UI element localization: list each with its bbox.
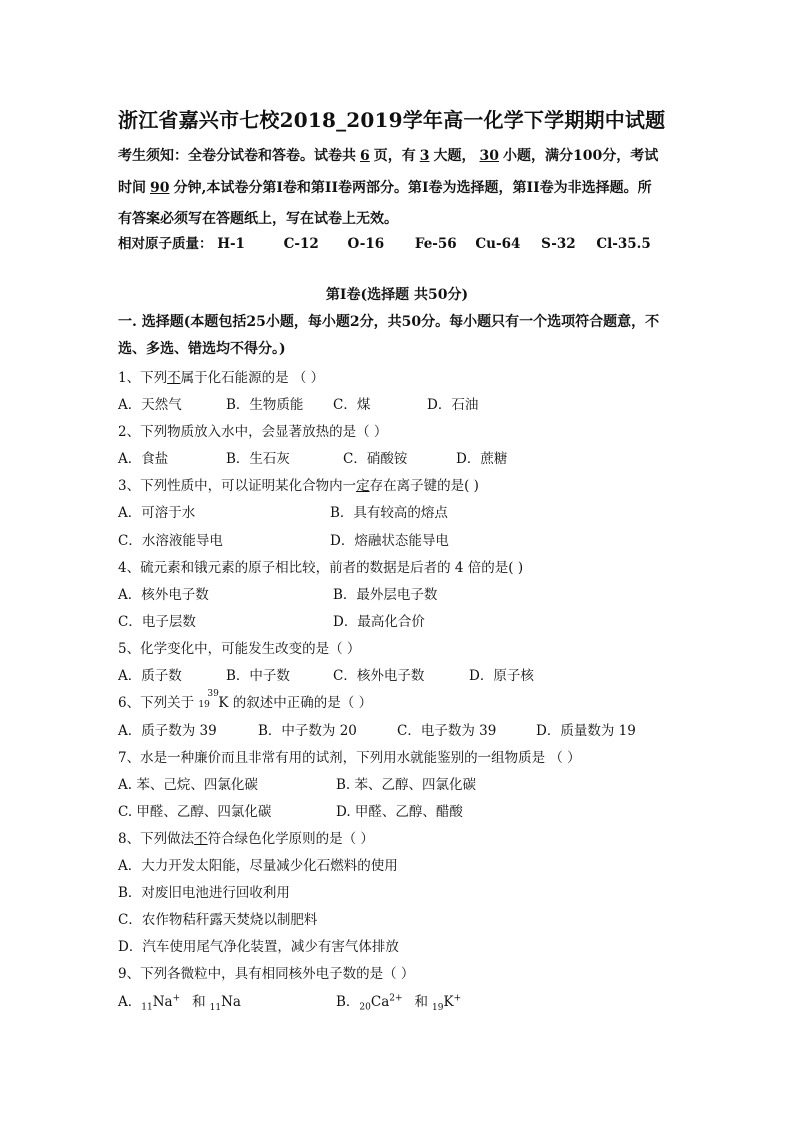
- atomic-mass-label: 相对原子质量：: [118, 236, 213, 252]
- question-7: 7、水是一种廉价而且非常有用的试剂，下列用水就能鉴别的一组物质是 （ ）: [118, 750, 581, 766]
- atomic-mass-item: Fe-56: [414, 236, 457, 252]
- q1-option-a: A．天然气: [118, 397, 182, 413]
- question-9: 9、下列各微粒中，具有相同核外电子数的是（ ）: [118, 966, 415, 982]
- q3-option-d: D．熔融状态能导电: [330, 533, 449, 549]
- question-text: 属于化石能源的是 （ ）: [180, 370, 325, 386]
- q5-option-b: B．中子数: [226, 668, 290, 684]
- atomic-mass-item: Cl-35.5: [596, 236, 651, 252]
- q8-option-b: B．对废旧电池进行回收利用: [118, 885, 290, 901]
- q7-option-a: A. 苯、己烷、四氯化碳: [118, 777, 258, 793]
- q2-option-d: D．蔗糖: [456, 451, 508, 467]
- question-5: 5、化学变化中，可能发生改变的是（ ）: [118, 641, 361, 657]
- instruction-line-2: 选、多选、错选均不得分。): [118, 341, 286, 357]
- q7-option-c: C. 甲醛、乙醇、四氯化碳: [118, 804, 272, 820]
- emphasis-text: 不: [167, 370, 181, 386]
- element-symbol: K: [218, 695, 229, 711]
- notice-line-1: [118, 145, 698, 165]
- atomic-mass-item: H-1: [217, 236, 245, 252]
- atomic-mass-item: O-16: [347, 236, 385, 252]
- emphasis-text: 定: [356, 478, 370, 494]
- question-8: [118, 827, 374, 847]
- q4-option-c: C．电子层数: [118, 614, 196, 630]
- exam-minutes: 90: [150, 180, 170, 196]
- question-text: 8、下列做法: [118, 831, 195, 847]
- atomic-number: 19: [432, 1002, 444, 1013]
- element-symbol: Ca: [370, 994, 390, 1010]
- q7-option-b: B. 苯、乙醇、四氯化碳: [336, 777, 477, 793]
- section-title: 第I卷(选择题 共50分): [325, 287, 469, 303]
- instruction-line-1: 一. 选择题(本题包括25小题，每小题2分，共50分。每小题只有一个选项符合题意，不: [118, 314, 660, 330]
- q6-option-a: A．质子数为 39: [118, 723, 217, 739]
- atomic-mass-item: Cu-64: [475, 236, 521, 252]
- q4-option-b: B．最外层电子数: [333, 587, 438, 603]
- q8-option-a: A．大力开发太阳能，尽量减少化石燃料的使用: [118, 858, 398, 874]
- q9-option-b: [336, 990, 461, 1013]
- q3-option-a: A．可溶于水: [118, 505, 196, 521]
- q1-option-c: C．煤: [333, 397, 371, 413]
- notice-line-3: 有答案必须写在答题纸上，写在试卷上无效。: [118, 211, 398, 227]
- emphasis-text: 不: [194, 831, 208, 847]
- page-count: 6: [360, 148, 370, 164]
- q7-option-d: D. 甲醛、乙醇、醋酸: [336, 804, 463, 820]
- question-text: 存在离子键的是( ): [369, 478, 479, 494]
- element-symbol: Na: [221, 994, 241, 1010]
- question-text: 符合绿色化学原则的是（ ）: [207, 831, 374, 847]
- q5-option-c: C．核外电子数: [333, 668, 425, 684]
- element-symbol: Na: [152, 994, 173, 1010]
- option-label: A．: [118, 994, 142, 1010]
- atomic-number: 11: [141, 1002, 153, 1013]
- page-title: 浙江省嘉兴市七校2018_2019学年高一化学下学期期中试题: [118, 108, 666, 132]
- q3-option-b: B．具有较高的熔点: [330, 505, 448, 521]
- q3-option-c: C．水溶液能导电: [118, 533, 223, 549]
- notice-text: 大题，: [433, 148, 476, 164]
- notice-text: 分钟,本试卷分第I卷和第II卷两部分。第I卷为选择题，第II卷为非选择题。所: [173, 180, 652, 196]
- element-symbol: K: [443, 994, 454, 1010]
- big-question-count: 3: [419, 148, 430, 164]
- ion-charge: +: [453, 993, 462, 1004]
- atomic-mass-item: C-12: [283, 236, 319, 252]
- atomic-number: 11: [209, 1002, 222, 1013]
- question-2: 2、下列物质放入水中，会显著放热的是（ ）: [118, 424, 388, 440]
- q6-option-c: C．电子数为 39: [397, 723, 497, 739]
- question-text: 1、下列: [118, 370, 168, 386]
- q9-option-a: [118, 990, 241, 1013]
- question-text: 的叙述中正确的是（ ）: [228, 695, 373, 711]
- isotope-notation: [198, 689, 219, 710]
- q6-option-d: D．质量数为 19: [536, 723, 636, 739]
- atomic-number: 19: [198, 700, 210, 710]
- q2-option-a: A．食盐: [118, 451, 169, 467]
- small-question-count: 30: [479, 148, 499, 164]
- q8-option-c: C．农作物秸秆露天焚烧以制肥料: [118, 912, 318, 928]
- q1-option-b: B．生物质能: [226, 397, 304, 413]
- question-6: [118, 691, 372, 711]
- atomic-mass-item: S-32: [541, 236, 576, 252]
- q2-option-b: B．生石灰: [226, 451, 290, 467]
- ion-charge: +: [172, 993, 181, 1004]
- notice-line-2: [118, 177, 698, 197]
- question-3: [118, 474, 479, 494]
- q1-option-d: D．石油: [427, 397, 479, 413]
- q2-option-c: C．硝酸铵: [343, 451, 408, 467]
- atomic-number: 20: [359, 1002, 371, 1013]
- ion-charge: 2+: [389, 993, 403, 1004]
- question-text: 6、下列关于: [118, 695, 199, 711]
- question-1: [118, 366, 324, 386]
- q5-option-d: D．原子核: [469, 668, 534, 684]
- notice-text: 页，有: [373, 148, 416, 164]
- q8-option-d: D．汽车使用尾气净化装置，减少有害气体排放: [118, 939, 399, 955]
- conjunction-text: 和: [192, 994, 206, 1010]
- conjunction-text: 和: [414, 994, 429, 1010]
- notice-text: 考生须知：全卷分试卷和答卷。试卷共: [118, 148, 356, 164]
- option-label: B．: [336, 994, 360, 1010]
- question-text: 3、下列性质中，可以证明某化合物内一: [118, 478, 357, 494]
- q4-option-a: A．核外电子数: [118, 587, 209, 603]
- mass-number: 39: [207, 689, 219, 699]
- atomic-mass-line: [118, 232, 651, 252]
- notice-text: 小题，满分100分，考试: [502, 148, 659, 164]
- notice-text: 时间: [118, 180, 146, 196]
- q5-option-a: A．质子数: [118, 668, 182, 684]
- question-4: 4、硫元素和锇元素的原子相比较，前者的数据是后者的 4 倍的是( ): [118, 560, 524, 576]
- q4-option-d: D．最高化合价: [333, 614, 425, 630]
- q6-option-b: B．中子数为 20: [258, 723, 357, 739]
